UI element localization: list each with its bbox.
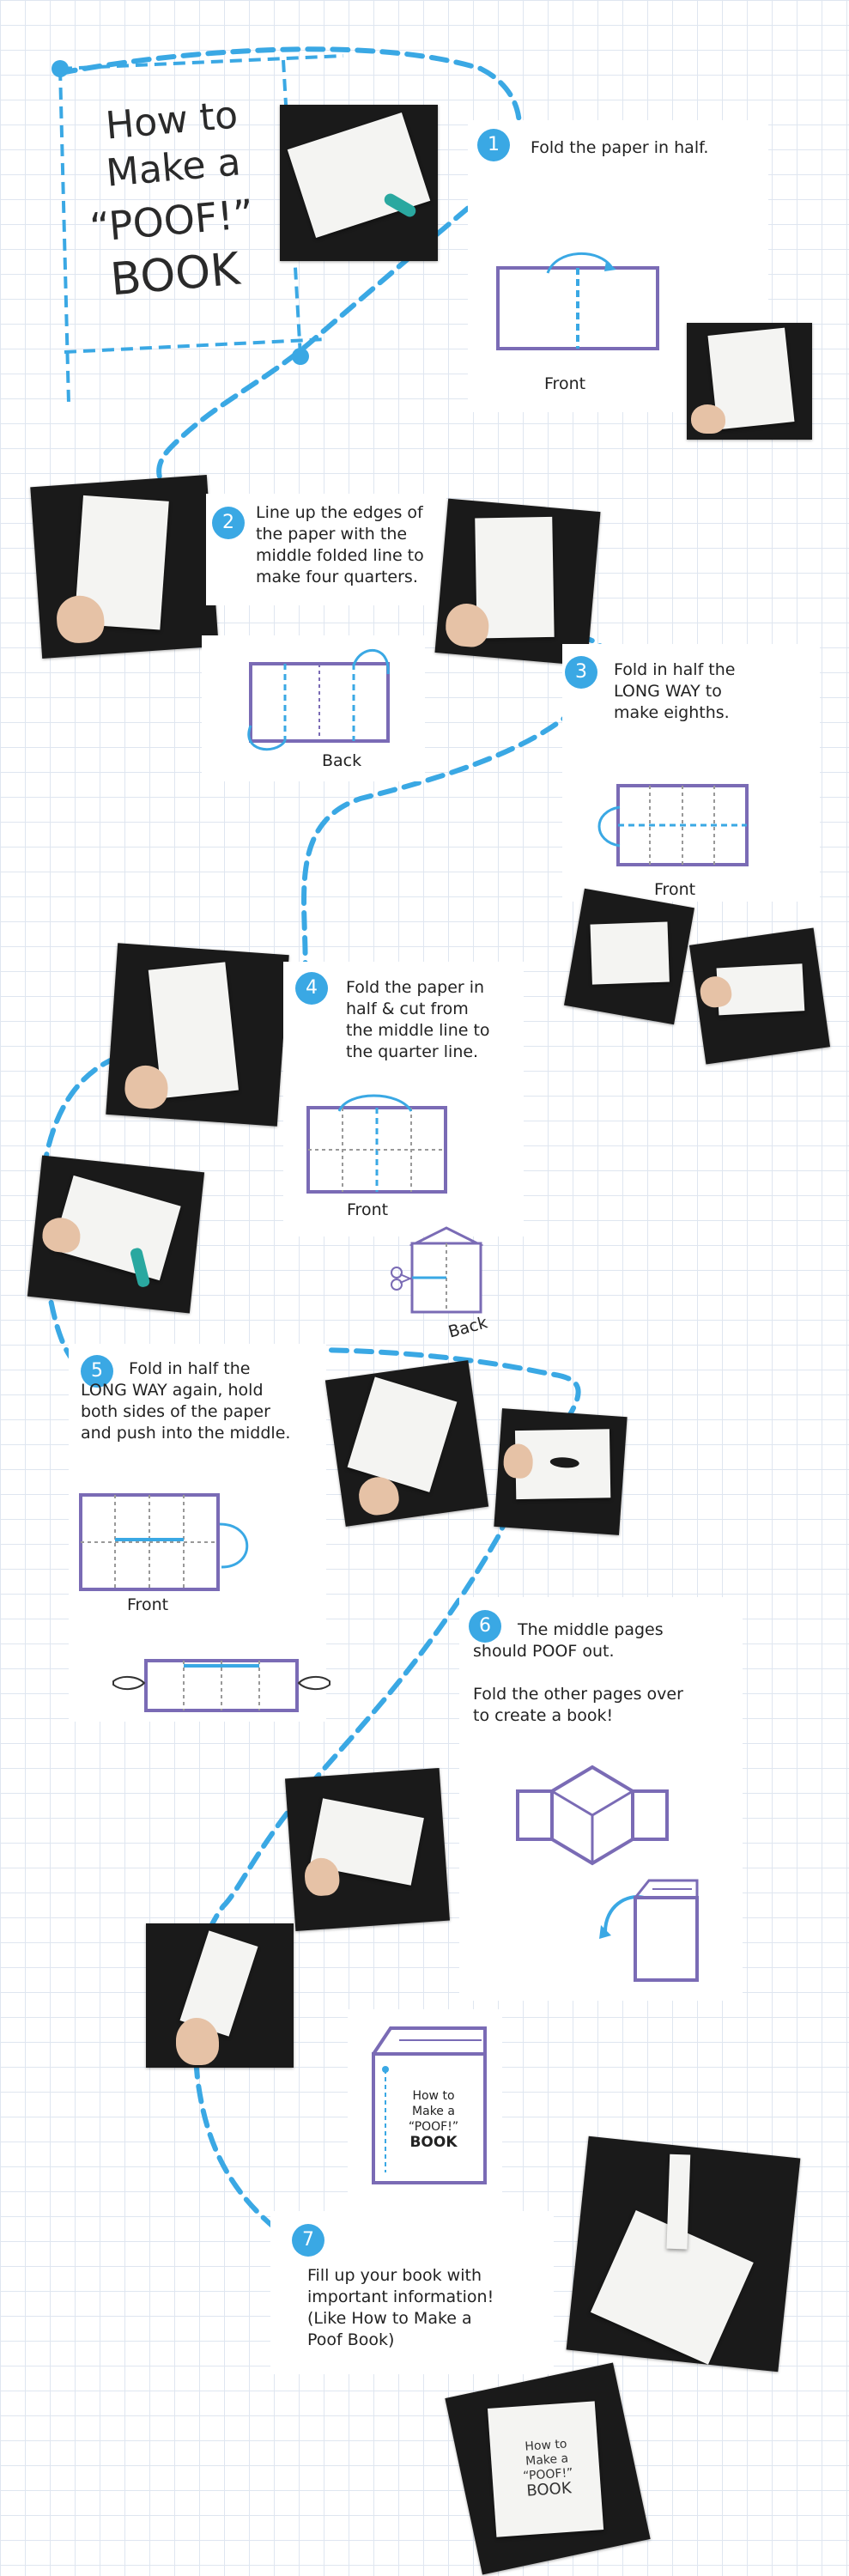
title-line-2: Make a xyxy=(104,140,243,196)
photo-book-line-4: BOOK xyxy=(525,2479,573,2500)
pinch-hand-icon xyxy=(113,1677,144,1689)
step-6-text: The middle pages should POOF out. Fold the other pages over to create a book! xyxy=(473,1620,683,1725)
step-1-number: 1 xyxy=(477,129,510,161)
photo-step-5b xyxy=(494,1408,627,1535)
photo-step-2b xyxy=(434,499,600,666)
step-2-number: 2 xyxy=(212,507,245,539)
pinch-hand-icon xyxy=(299,1677,330,1689)
step-7-text: Fill up your book with important information! (Like How to Make a Poof Book) xyxy=(307,2266,494,2349)
step-5-front-label: Front xyxy=(127,1595,169,1614)
step-4-cut-diagram xyxy=(386,1219,506,1322)
photo-step-3a xyxy=(564,889,694,1024)
step-5-diagram xyxy=(76,1490,273,1601)
book-title-line-3: “POOF!” xyxy=(408,2120,459,2134)
step-1-front-label: Front xyxy=(544,374,586,393)
photo-step-7a xyxy=(567,2136,801,2372)
step-4-front-label: Front xyxy=(347,1200,389,1219)
step-3-front-label: Front xyxy=(654,880,696,899)
step-2-text: Line up the edges of the paper with the middle folded line to make four quarters. xyxy=(256,503,424,586)
step-4-diagram xyxy=(305,1099,459,1202)
step-6-book-diagram xyxy=(592,1872,713,2001)
title-line-1: How to xyxy=(103,93,240,149)
step-3-diagram xyxy=(584,777,755,880)
title-card xyxy=(52,60,309,412)
step-2-diagram xyxy=(240,640,429,769)
step-2-back-label: Back xyxy=(322,751,362,770)
title-line-4: BOOK xyxy=(108,243,242,307)
step-4-number: 4 xyxy=(295,972,328,1005)
step-3-text: Fold in half the LONG WAY to make eighths. xyxy=(614,660,736,722)
step-4-back-label: Back xyxy=(446,1313,490,1342)
photo-book-line-3: “POOF!” xyxy=(522,2465,573,2484)
step-7-number: 7 xyxy=(292,2224,324,2257)
photo-step-5a xyxy=(325,1360,488,1527)
step-5-push-diagram xyxy=(110,1649,333,1726)
photo-step-1 xyxy=(687,323,812,440)
photo-step-6a xyxy=(285,1768,450,1931)
finished-book-title xyxy=(391,2088,476,2150)
fold-arrow-icon xyxy=(220,1524,247,1567)
step-5-number: 5 xyxy=(81,1355,113,1388)
title-line-3: “POOF!” xyxy=(88,190,256,252)
photo-step-3b xyxy=(689,928,830,1065)
step-1-text: Fold the paper in half. xyxy=(531,138,709,157)
step-5-text: Fold in half the LONG WAY again, hold both sides of the paper and push into the middle. xyxy=(81,1359,291,1443)
book-title-line-1: How to xyxy=(412,2089,455,2103)
photo-flat-paper xyxy=(280,105,438,261)
photo-step-2a xyxy=(30,475,218,659)
step-6-diagram xyxy=(511,1760,674,1863)
book-title-line-4: BOOK xyxy=(409,2134,458,2151)
step-1-diagram xyxy=(496,249,668,361)
photo-book-cover-text xyxy=(507,2436,589,2500)
photo-step-4b xyxy=(27,1156,204,1314)
photo-book-line-2: Make a xyxy=(525,2451,569,2469)
step-6-number: 6 xyxy=(469,1610,501,1643)
photo-book-line-1: How to xyxy=(524,2437,568,2454)
scissors-icon xyxy=(391,1267,412,1290)
book-title-line-2: Make a xyxy=(412,2105,455,2118)
step-3-number: 3 xyxy=(565,656,597,689)
step-4-text: Fold the paper in half & cut from the middle line to the quarter line. xyxy=(346,978,490,1061)
photo-step-7b xyxy=(445,2363,650,2575)
photo-step-6b xyxy=(146,1923,294,2068)
photo-step-4a xyxy=(106,943,288,1126)
